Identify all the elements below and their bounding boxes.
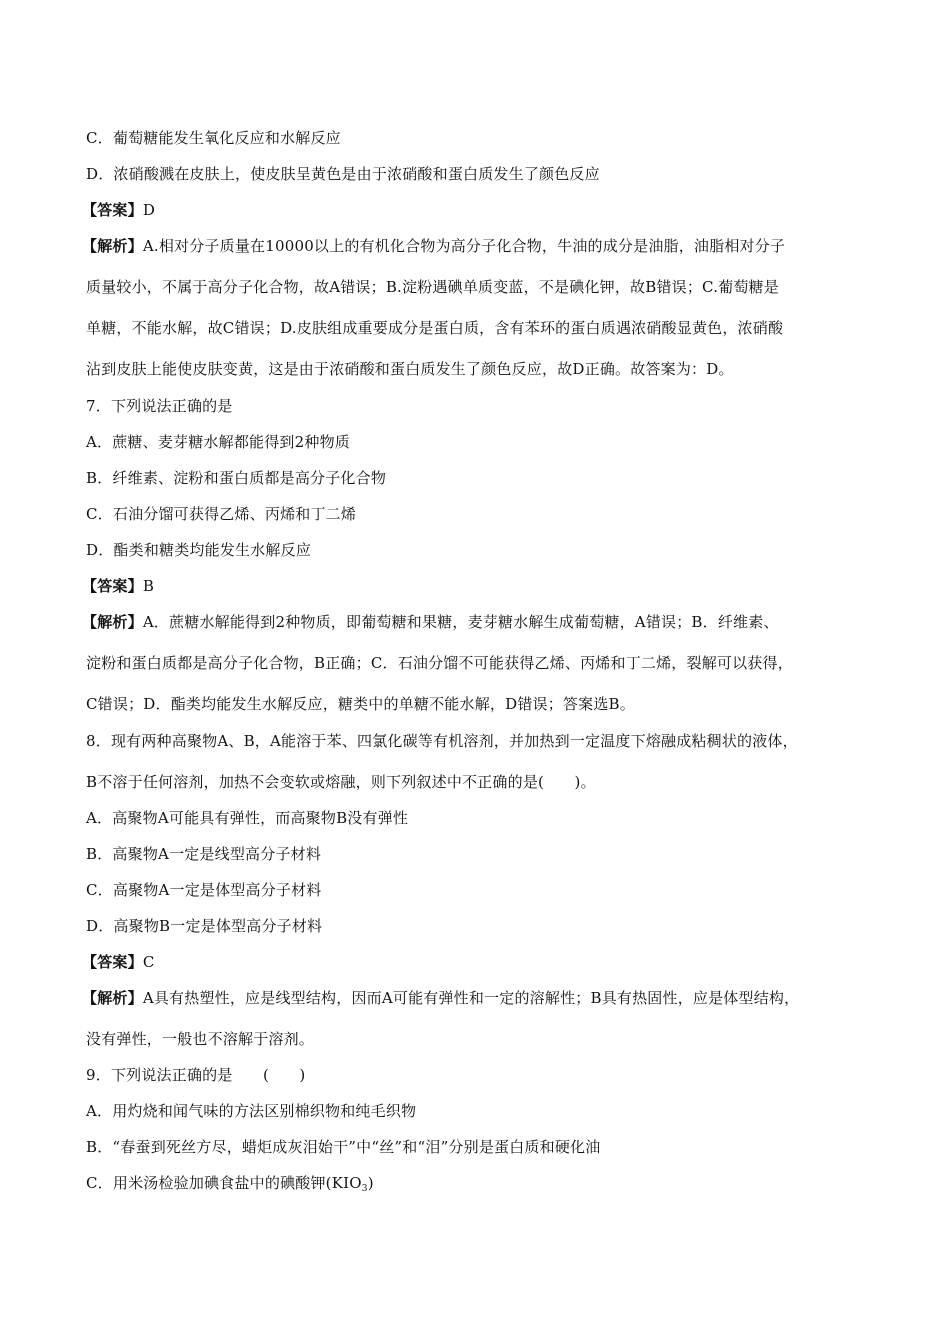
- answer-tag: 【答案】: [82, 201, 143, 219]
- option-b-q9: B．“春蚕到死丝方尽，蜡炬成灰泪始干”中“丝”和“泪”分别是蛋白质和硬化油: [86, 1138, 601, 1156]
- analysis-q7-line2: 淀粉和蛋白质都是高分子化合物，B正确；C．石油分馏不可能获得乙烯、丙烯和丁二烯，裂解可以获得，: [86, 654, 793, 672]
- option-a-q8: A．高聚物A可能具有弹性，而高聚物B没有弹性: [86, 809, 409, 827]
- analysis-q6-line3: 单糖，不能水解，故C错误；D.皮肤组成重要成分是蛋白质，含有苯环的蛋白质遇浓硝酸显黄色，浓硝酸: [86, 319, 784, 337]
- analysis-q7-line3: C错误；D．酯类均能发生水解反应，糖类中的单糖不能水解，D错误；答案选B。: [86, 695, 635, 713]
- subscript-3: 3: [361, 1184, 368, 1194]
- option-c-q8: C．高聚物A一定是体型高分子材料: [86, 881, 322, 899]
- option-d-q8: D．高聚物B一定是体型高分子材料: [86, 917, 323, 935]
- analysis-tag: 【解析】: [82, 989, 143, 1007]
- option-a-q7: A．蔗糖、麦芽糖水解都能得到2种物质: [86, 433, 350, 451]
- question-9: 9．下列说法正确的是 ( ): [86, 1066, 306, 1084]
- option-d-q7: D．酯类和糖类均能发生水解反应: [86, 541, 312, 559]
- analysis-tag: 【解析】: [82, 237, 143, 255]
- answer-tag: 【答案】: [82, 953, 143, 971]
- answer-tag: 【答案】: [82, 577, 143, 595]
- option-c-q7: C．石油分馏可获得乙烯、丙烯和丁二烯: [86, 505, 357, 523]
- option-b-q8: B．高聚物A一定是线型高分子材料: [86, 845, 322, 863]
- answer-q8: 【答案】C: [82, 953, 155, 971]
- analysis-tag: 【解析】: [82, 613, 143, 631]
- analysis-q8: 【解析】A具有热塑性，应是线型结构，因而A可能有弹性和一定的溶解性；B具有热固性，应是体型结构，: [82, 989, 800, 1007]
- option-a-q9: A．用灼烧和闻气味的方法区别棉织物和纯毛织物: [86, 1102, 417, 1120]
- analysis-q6-line4: 沾到皮肤上能使皮肤变黄，这是由于浓硝酸和蛋白质发生了颜色反应，故D正确。故答案为：D。: [86, 360, 734, 378]
- option-b-q7: B．纤维素、淀粉和蛋白质都是高分子化合物: [86, 469, 387, 487]
- answer-q7: 【答案】B: [82, 577, 155, 595]
- option-d-q6: D．浓硝酸溅在皮肤上，使皮肤呈黄色是由于浓硝酸和蛋白质发生了颜色反应: [86, 165, 600, 183]
- answer-q6: 【答案】D: [82, 201, 156, 219]
- analysis-q6: 【解析】A.相对分子质量在10000以上的有机化合物为高分子化合物，牛油的成分是油脂，油脂相对分子: [82, 237, 786, 255]
- analysis-q7: 【解析】A．蔗糖水解能得到2种物质，即葡萄糖和果糖，麦芽糖水解生成葡萄糖，A错误；B．纤维素、: [82, 613, 779, 631]
- question-7: 7．下列说法正确的是: [86, 397, 233, 415]
- analysis-q8-line2: 没有弹性，一般也不溶解于溶剂。: [86, 1030, 315, 1048]
- option-c-q9: C．用米汤检验加碘食盐中的碘酸钾$(KIO_3)$: [86, 1174, 374, 1194]
- analysis-q6-line2: 质量较小，不属于高分子化合物，故A错误；B.淀粉遇碘单质变蓝，不是碘化钾，故B错误；C.葡萄糖是: [86, 278, 779, 296]
- question-8-line2: B不溶于任何溶剂，加热不会变软或熔融，则下列叙述中不正确的是( )。: [86, 773, 596, 791]
- question-8: 8．现有两种高聚物A、B，A能溶于苯、四氯化碳等有机溶剂，并加热到一定温度下熔融成粘稠状的液体，: [86, 732, 798, 750]
- option-c-q6: C．葡萄糖能发生氧化反应和水解反应: [86, 129, 341, 147]
